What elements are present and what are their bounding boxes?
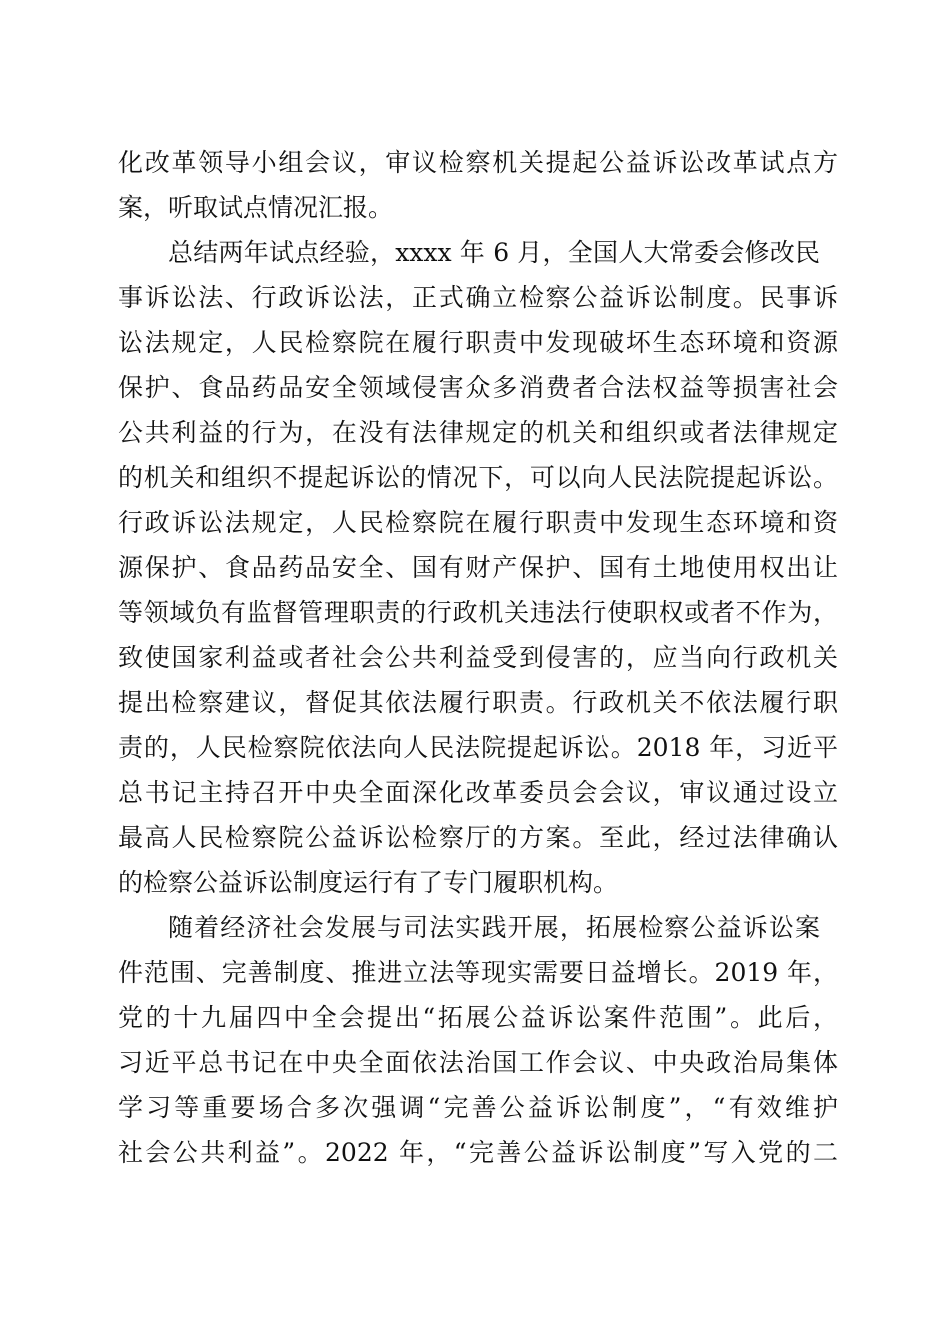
paragraph-line: 的机关和组织不提起诉讼的情况下，可以向人民法院提起诉讼。 xyxy=(118,463,838,492)
paragraph-line: 随着经济社会发展与司法实践开展，拓展检察公益诉讼案 xyxy=(168,913,820,942)
paragraph-line: 的检察公益诉讼制度运行有了专门履职机构。 xyxy=(118,868,619,897)
paragraph-line: 公共利益的行为，在没有法律规定的机关和组织或者法律规定 xyxy=(118,418,838,447)
paragraph-line: 致使国家利益或者社会公共利益受到侵害的，应当向行政机关 xyxy=(118,643,838,672)
paragraph-line: 源保护、食品药品安全、国有财产保护、国有土地使用权出让 xyxy=(118,553,838,582)
paragraph-line: 行政诉讼法规定，人民检察院在履行职责中发现生态环境和资 xyxy=(118,508,838,537)
paragraph-line: 保护、食品药品安全领域侵害众多消费者合法权益等损害社会 xyxy=(118,373,838,402)
paragraph-line: 总书记主持召开中央全面深化改革委员会会议，审议通过设立 xyxy=(118,778,838,807)
paragraph-line: 学习等重要场合多次强调“完善公益诉讼制度”，“有效维护 xyxy=(118,1093,838,1122)
paragraph-line: 习近平总书记在中央全面依法治国工作会议、中央政治局集体 xyxy=(118,1048,838,1077)
paragraph-line: 案，听取试点情况汇报。 xyxy=(118,193,394,222)
paragraph-line: 责的，人民检察院依法向人民法院提起诉讼。2018 年，习近平 xyxy=(118,733,838,762)
paragraph-line: 化改革领导小组会议，审议检察机关提起公益诉讼改革试点方 xyxy=(118,148,838,177)
paragraph-line: 件范围、完善制度、推进立法等现实需要日益增长。2019 年， xyxy=(118,958,838,987)
paragraph-line: 最高人民检察院公益诉讼检察厅的方案。至此，经过法律确认 xyxy=(118,823,838,852)
paragraph-line: 社会公共利益”。2022 年，“完善公益诉讼制度”写入党的二 xyxy=(118,1138,838,1167)
paragraph-line: 党的十九届四中全会提出“拓展公益诉讼案件范围”。此后， xyxy=(118,1003,838,1032)
paragraph-line: 事诉讼法、行政诉讼法，正式确立检察公益诉讼制度。民事诉 xyxy=(118,283,838,312)
paragraph-line: 等领域负有监督管理职责的行政机关违法行使职权或者不作为， xyxy=(118,598,838,627)
paragraph-line: 讼法规定，人民检察院在履行职责中发现破坏生态环境和资源 xyxy=(118,328,838,357)
paragraph-line: 提出检察建议，督促其依法履行职责。行政机关不依法履行职 xyxy=(118,688,838,717)
paragraph-line: 总结两年试点经验，xxxx 年 6 月，全国人大常委会修改民 xyxy=(168,238,820,267)
